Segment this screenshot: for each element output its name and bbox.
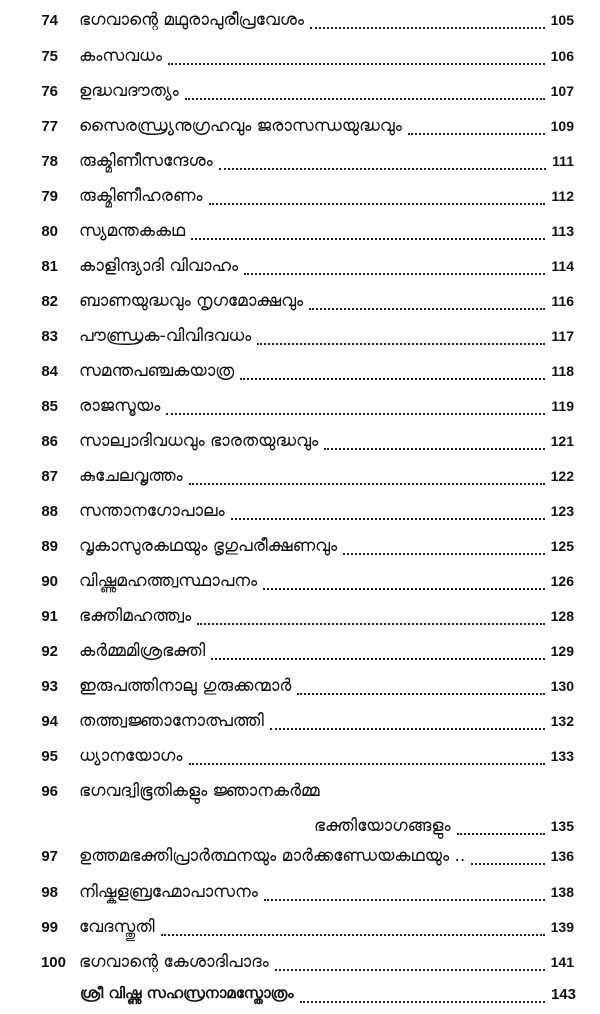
entry-page-number: 117 <box>551 328 574 344</box>
toc-entry <box>0 842 600 876</box>
entry-page-number: 119 <box>551 398 574 414</box>
entry-page-number: 136 <box>550 848 574 864</box>
entry-page-number: 123 <box>550 503 574 519</box>
dot-leader <box>471 863 545 865</box>
entry-page-number: 141 <box>550 954 574 970</box>
entry-title: ഭഗവദ്വിഭൂതികളും ജ്ഞാനകർമ്മ <box>79 781 320 801</box>
entry-number: 78 <box>41 153 58 170</box>
toc-entry <box>0 357 600 391</box>
entry-title: ബാണയുദ്ധവും നൃഗമോക്ഷവും <box>79 291 304 311</box>
toc-entry <box>0 427 600 461</box>
entry-number: 83 <box>41 328 58 345</box>
toc-entry <box>0 322 600 356</box>
entry-page-number: 143 <box>550 986 576 1003</box>
entry-number: 76 <box>41 83 58 100</box>
entry-title: പൗണ്ഡ്രക-വിവിദവധം <box>79 326 252 346</box>
entry-title: ഉത്തമഭക്തിപ്രാർത്ഥനയും മാർക്കണ്ഡേയകഥയും .. <box>79 846 466 866</box>
entry-number: 92 <box>41 643 58 660</box>
entry-number: 99 <box>41 919 58 936</box>
toc-entry <box>0 878 600 912</box>
dot-leader <box>257 343 545 345</box>
entry-title: ഉദ്ധവദൗത്യം <box>79 81 179 101</box>
entry-number: 90 <box>41 573 58 590</box>
toc-entry <box>0 913 600 947</box>
toc-entry <box>0 217 600 251</box>
entry-page-number: 118 <box>551 363 574 379</box>
entry-page-number: 133 <box>550 748 574 764</box>
toc-entry <box>0 567 600 601</box>
entry-number: 91 <box>41 608 58 625</box>
entry-number: 98 <box>41 884 58 901</box>
toc-entry <box>0 707 600 741</box>
entry-number: 96 <box>41 783 58 800</box>
entry-page-number: 132 <box>550 713 574 729</box>
entry-number: 79 <box>41 188 58 205</box>
entry-number: 82 <box>41 293 58 310</box>
entry-page-number: 135 <box>550 818 574 834</box>
entry-title: ഇരുപത്തിനാലു ഗുരുക്കന്മാർ <box>79 676 292 696</box>
entry-title: കുചേലവൃത്തം <box>79 466 183 486</box>
dot-leader <box>310 27 545 29</box>
dot-leader <box>166 413 545 415</box>
entry-title: തത്ത്വജ്ഞാനോത്പത്തി <box>79 711 264 731</box>
entry-number: 81 <box>41 258 58 275</box>
dot-leader <box>343 553 545 555</box>
entry-page-number: 129 <box>550 643 574 659</box>
dot-leader <box>185 98 545 100</box>
entry-page-number: 109 <box>550 118 574 134</box>
entry-page-number: 111 <box>552 153 574 169</box>
entry-number: 80 <box>41 223 58 240</box>
entry-page-number: 126 <box>550 573 574 589</box>
toc-entry <box>0 6 600 40</box>
toc-entry <box>0 147 600 181</box>
entry-page-number: 114 <box>551 258 574 274</box>
dot-leader <box>231 518 545 520</box>
dot-leader <box>408 133 545 135</box>
entry-number: 89 <box>41 538 58 555</box>
entry-page-number: 106 <box>550 48 574 64</box>
entry-title: കാളിന്ദ്യാദി വിവാഹം <box>79 256 239 276</box>
toc-entry <box>0 77 600 111</box>
dot-leader <box>219 168 546 170</box>
entry-page-number: 113 <box>551 223 574 239</box>
entry-title: ധ്യാനയോഗം <box>79 746 183 766</box>
entry-number: 88 <box>41 503 58 520</box>
toc-entry <box>0 980 600 1014</box>
entry-page-number: 116 <box>551 293 574 309</box>
toc-entry <box>0 182 600 216</box>
entry-title: നിഷ്കളബ്രഹ്മോപാസനം <box>79 882 258 902</box>
dot-leader <box>309 308 545 310</box>
entry-title: വേദസ്തുതി <box>79 917 155 937</box>
dot-leader <box>197 623 545 625</box>
entry-page-number: 122 <box>550 468 574 484</box>
entry-title: കർമ്മമിശ്രഭക്തി <box>79 641 206 661</box>
dot-leader <box>275 969 545 971</box>
entry-page-number: 138 <box>550 884 574 900</box>
entry-number: 93 <box>41 678 58 695</box>
dot-leader <box>240 378 545 380</box>
dot-leader <box>168 63 545 65</box>
toc-entry <box>0 812 600 846</box>
toc-entry <box>0 112 600 146</box>
dot-leader <box>264 899 545 901</box>
entry-number: 97 <box>41 848 58 865</box>
toc-entry <box>0 42 600 76</box>
entry-title: ശ്രീ വിഷ്ണു സഹസ്രനാമസ്തോത്രം <box>80 984 294 1002</box>
dot-leader <box>457 833 545 835</box>
dot-leader <box>161 934 545 936</box>
entry-title: രുക്മിണീസന്ദേശം <box>79 151 213 171</box>
dot-leader <box>211 658 545 660</box>
toc-entry <box>0 252 600 286</box>
toc-entry <box>0 948 600 982</box>
entry-title: സൈരന്ധ്ര്യനുഗ്രഹവും ജരാസന്ധയുദ്ധവും <box>79 116 402 136</box>
entry-title: രുക്മിണീഹരണം <box>79 186 203 206</box>
entry-title: സാല്വാദിവധവും ഭാരതയുദ്ധവും <box>79 431 319 451</box>
entry-title: ഭക്തിയോഗങ്ങളും <box>314 816 451 836</box>
toc-entry <box>0 637 600 671</box>
entry-page-number: 128 <box>550 608 574 624</box>
entry-title: സന്താനഗോപാലം <box>79 501 225 521</box>
toc-entry <box>0 742 600 776</box>
entry-title: സമന്തപഞ്ചകയാത്ര <box>79 361 235 381</box>
toc-entry <box>0 462 600 496</box>
dot-leader <box>244 273 545 275</box>
entry-number: 100 <box>40 954 66 971</box>
entry-title: ഭഗവാന്റെ കേശാദിപാദം <box>79 952 269 972</box>
entry-number: 74 <box>41 12 58 29</box>
entry-title: കംസവധം <box>79 46 162 66</box>
entry-title: ഭക്തിമഹത്ത്വം <box>79 606 192 626</box>
entry-number: 84 <box>41 363 58 380</box>
dot-leader <box>191 238 545 240</box>
entry-number: 87 <box>41 468 58 485</box>
toc-entry <box>0 532 600 566</box>
entry-page-number: 125 <box>550 538 574 554</box>
dot-leader <box>263 588 545 590</box>
entry-number: 94 <box>41 713 58 730</box>
entry-title: രാജസൂയം <box>79 396 161 416</box>
toc-entry <box>0 287 600 321</box>
entry-page-number: 139 <box>550 919 574 935</box>
toc-entry <box>0 672 600 706</box>
toc-entry <box>0 392 600 426</box>
entry-page-number: 105 <box>550 12 574 28</box>
entry-title: വൃകാസുരകഥയും ഭൃഗുപരീക്ഷണവും <box>79 536 338 556</box>
entry-title: ഭഗവാന്റെ മഥുരാപുരീപ്രവേശം <box>79 10 304 30</box>
dot-leader <box>189 763 545 765</box>
entry-page-number: 112 <box>551 188 574 204</box>
entry-number: 75 <box>41 48 58 65</box>
dot-leader <box>270 728 545 730</box>
toc-entry <box>0 602 600 636</box>
toc-entry <box>0 777 600 811</box>
dot-leader <box>324 448 545 450</box>
dot-leader <box>189 483 545 485</box>
entry-title: വിഷ്ണുമഹത്ത്വസ്ഥാപനം <box>79 571 258 591</box>
entry-number: 85 <box>41 398 58 415</box>
dot-leader <box>209 203 545 205</box>
entry-page-number: 107 <box>550 83 574 99</box>
dot-leader <box>297 693 545 695</box>
entry-title: സ്യമന്തകകഥ <box>79 221 186 241</box>
entry-page-number: 130 <box>550 678 574 694</box>
entry-number: 77 <box>41 118 58 135</box>
entry-number: 95 <box>41 748 58 765</box>
entry-number: 86 <box>41 433 58 450</box>
toc-entry <box>0 497 600 531</box>
dot-leader <box>300 1001 545 1003</box>
entry-page-number: 121 <box>550 433 574 449</box>
